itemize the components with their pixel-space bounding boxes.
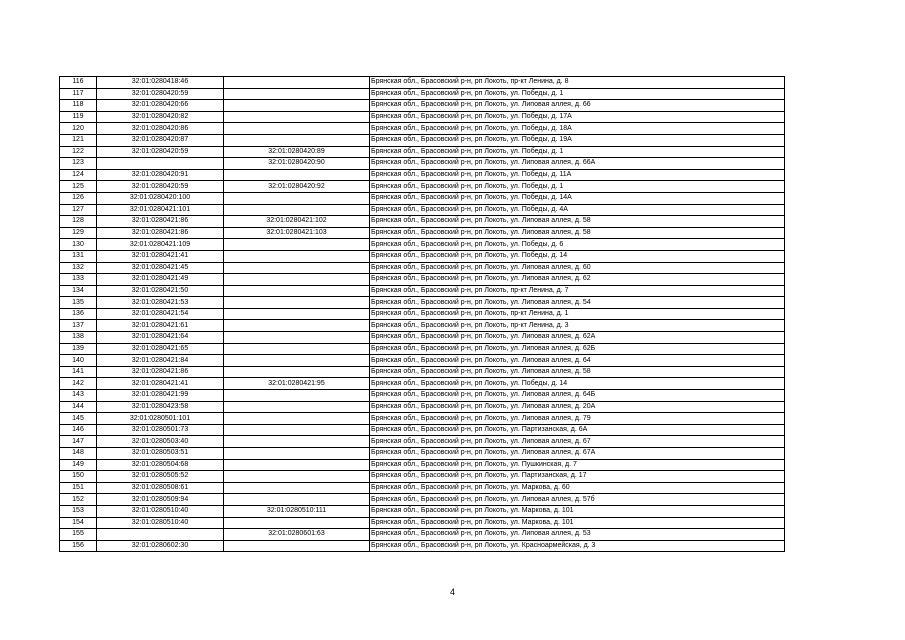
table-row [60, 123, 785, 135]
parcel-number-cell: 32:01:0280421:61 [97, 320, 224, 332]
building-number-cell [224, 88, 370, 100]
row-number-cell: 128 [60, 216, 97, 228]
table-row [60, 146, 785, 158]
table-row [60, 192, 785, 204]
row-number-cell: 130 [60, 239, 97, 251]
parcel-number-cell: 32:01:0280420:87 [97, 134, 224, 146]
building-number-cell [224, 366, 370, 378]
row-number-cell: 129 [60, 227, 97, 239]
row-number-cell: 135 [60, 297, 97, 309]
building-number-cell: 32:01:0280421:103 [224, 227, 370, 239]
address-cell: Брянская обл., Брасовский р-н, рп Локоть, ул. Победы, д. 19А [370, 134, 785, 146]
building-number-cell [224, 111, 370, 123]
building-number-cell [224, 517, 370, 529]
address-cell: Брянская обл., Брасовский р-н, рп Локоть, ул. Липовая аллея, д. 58 [370, 366, 785, 378]
parcel-number-cell: 32:01:0280420:86 [97, 123, 224, 135]
parcel-number-cell: 32:01:0280602:30 [97, 540, 224, 552]
building-number-cell [224, 250, 370, 262]
address-cell: Брянская обл., Брасовский р-н, рп Локоть, ул. Липовая аллея, д. 62Б [370, 343, 785, 355]
table-row [60, 390, 785, 402]
table-row [60, 100, 785, 112]
address-cell: Брянская обл., Брасовский р-н, рп Локоть, ул. Победы, д. 1 [370, 88, 785, 100]
parcel-number-cell: 32:01:0280420:59 [97, 88, 224, 100]
parcel-number-cell: 32:01:0280423:58 [97, 401, 224, 413]
table-row [60, 262, 785, 274]
parcel-number-cell: 32:01:0280421:86 [97, 227, 224, 239]
building-number-cell [224, 192, 370, 204]
address-cell: Брянская обл., Брасовский р-н, рп Локоть, ул. Липовая аллея, д. 53 [370, 529, 785, 541]
address-cell: Брянская обл., Брасовский р-н, рп Локоть, ул. Победы, д. 1 [370, 181, 785, 193]
building-number-cell [224, 308, 370, 320]
table-body [60, 77, 785, 552]
table-row [60, 204, 785, 216]
parcel-number-cell: 32:01:0280421:41 [97, 378, 224, 390]
parcel-number-cell: 32:01:0280420:82 [97, 111, 224, 123]
address-cell: Брянская обл., Брасовский р-н, рп Локоть, ул. Партизанская, д. 6А [370, 424, 785, 436]
parcel-number-cell: 32:01:0280421:54 [97, 308, 224, 320]
row-number-cell: 121 [60, 134, 97, 146]
table-row [60, 169, 785, 181]
table-row [60, 436, 785, 448]
table-row [60, 505, 785, 517]
building-number-cell [224, 239, 370, 251]
parcel-number-cell: 32:01:0280503:51 [97, 448, 224, 460]
building-number-cell [224, 448, 370, 460]
row-number-cell: 140 [60, 355, 97, 367]
address-cell: Брянская обл., Брасовский р-н, рп Локоть, ул. Победы, д. 14А [370, 192, 785, 204]
building-number-cell [224, 123, 370, 135]
address-cell: Брянская обл., Брасовский р-н, рп Локоть, ул. Липовая аллея, д. 20А [370, 401, 785, 413]
page-number: 4 [449, 587, 455, 597]
address-cell: Брянская обл., Брасовский р-н, рп Локоть, ул. Победы, д. 14 [370, 250, 785, 262]
parcel-number-cell: 32:01:0280510:40 [97, 517, 224, 529]
table-row [60, 134, 785, 146]
row-number-cell: 156 [60, 540, 97, 552]
table-row [60, 471, 785, 483]
row-number-cell: 123 [60, 158, 97, 170]
address-cell: Брянская обл., Брасовский р-н, рп Локоть, ул. Победы, д. 17А [370, 111, 785, 123]
address-cell: Брянская обл., Брасовский р-н, рп Локоть, ул. Липовая аллея, д. 57б [370, 494, 785, 506]
row-number-cell: 117 [60, 88, 97, 100]
building-number-cell [224, 390, 370, 402]
building-number-cell: 32:01:0280420:92 [224, 181, 370, 193]
parcel-number-cell: 32:01:0280509:94 [97, 494, 224, 506]
building-number-cell [224, 320, 370, 332]
table-row [60, 77, 785, 89]
building-number-cell [224, 436, 370, 448]
building-number-cell [224, 494, 370, 506]
row-number-cell: 116 [60, 77, 97, 89]
parcel-number-cell: 32:01:0280420:66 [97, 100, 224, 112]
row-number-cell: 146 [60, 424, 97, 436]
row-number-cell: 134 [60, 285, 97, 297]
table-row [60, 459, 785, 471]
table-row [60, 181, 785, 193]
building-number-cell [224, 424, 370, 436]
address-cell: Брянская обл., Брасовский р-н, рп Локоть, ул. Липовая аллея, д. 62А [370, 332, 785, 344]
building-number-cell: 32:01:0280421:102 [224, 216, 370, 228]
address-cell: Брянская обл., Брасовский р-н, рп Локоть, ул. Липовая аллея, д. 64 [370, 355, 785, 367]
row-number-cell: 152 [60, 494, 97, 506]
address-cell: Брянская обл., Брасовский р-н, рп Локоть, ул. Пушкинская, д. 7 [370, 459, 785, 471]
building-number-cell [224, 297, 370, 309]
row-number-cell: 127 [60, 204, 97, 216]
building-number-cell [224, 262, 370, 274]
parcel-number-cell: 32:01:0280421:86 [97, 366, 224, 378]
table-row [60, 494, 785, 506]
table-row [60, 448, 785, 460]
row-number-cell: 125 [60, 181, 97, 193]
table-row [60, 529, 785, 541]
table-row [60, 88, 785, 100]
row-number-cell: 126 [60, 192, 97, 204]
parcel-number-cell: 32:01:0280421:65 [97, 343, 224, 355]
address-cell: Брянская обл., Брасовский р-н, рп Локоть, пр-кт Ленина, д. 3 [370, 320, 785, 332]
building-number-cell [224, 274, 370, 286]
table-row [60, 401, 785, 413]
address-cell: Брянская обл., Брасовский р-н, рп Локоть, ул. Липовая аллея, д. 67 [370, 436, 785, 448]
row-number-cell: 145 [60, 413, 97, 425]
address-cell: Брянская обл., Брасовский р-н, рп Локоть, ул. Липовая аллея, д. 62 [370, 274, 785, 286]
row-number-cell: 119 [60, 111, 97, 123]
building-number-cell [224, 77, 370, 89]
building-number-cell [224, 285, 370, 297]
building-number-cell: 32:01:0280421:95 [224, 378, 370, 390]
table-row [60, 517, 785, 529]
row-number-cell: 144 [60, 401, 97, 413]
parcel-number-cell: 32:01:0280503:40 [97, 436, 224, 448]
parcel-number-cell: 32:01:0280421:53 [97, 297, 224, 309]
table-row [60, 250, 785, 262]
row-number-cell: 155 [60, 529, 97, 541]
row-number-cell: 124 [60, 169, 97, 181]
address-cell: Брянская обл., Брасовский р-н, рп Локоть, ул. Маркова, д. 101 [370, 505, 785, 517]
row-number-cell: 149 [60, 459, 97, 471]
building-number-cell [224, 100, 370, 112]
row-number-cell: 132 [60, 262, 97, 274]
table-row [60, 332, 785, 344]
parcel-number-cell: 32:01:0280421:86 [97, 216, 224, 228]
building-number-cell: 32:01:0280420:89 [224, 146, 370, 158]
table-row [60, 424, 785, 436]
building-number-cell [224, 343, 370, 355]
cadastral-table [59, 76, 785, 552]
building-number-cell [224, 169, 370, 181]
building-number-cell: 32:01:0280601:63 [224, 529, 370, 541]
table-row [60, 308, 785, 320]
parcel-number-cell [97, 158, 224, 170]
row-number-cell: 154 [60, 517, 97, 529]
building-number-cell [224, 540, 370, 552]
row-number-cell: 143 [60, 390, 97, 402]
table-row [60, 216, 785, 228]
address-cell: Брянская обл., Брасовский р-н, рп Локоть, ул. Победы, д. 11А [370, 169, 785, 181]
row-number-cell: 148 [60, 448, 97, 460]
building-number-cell [224, 482, 370, 494]
address-cell: Брянская обл., Брасовский р-н, рп Локоть, ул. Липовая аллея, д. 66А [370, 158, 785, 170]
parcel-number-cell: 32:01:0280421:49 [97, 274, 224, 286]
address-cell: Брянская обл., Брасовский р-н, рп Локоть, ул. Липовая аллея, д. 67А [370, 448, 785, 460]
building-number-cell [224, 401, 370, 413]
row-number-cell: 139 [60, 343, 97, 355]
address-cell: Брянская обл., Брасовский р-н, рп Локоть, пр-кт Ленина, д. 8 [370, 77, 785, 89]
row-number-cell: 147 [60, 436, 97, 448]
row-number-cell: 133 [60, 274, 97, 286]
address-cell: Брянская обл., Брасовский р-н, рп Локоть, ул. Липовая аллея, д. 64Б [370, 390, 785, 402]
address-cell: Брянская обл., Брасовский р-н, рп Локоть, ул. Победы, д. 4А [370, 204, 785, 216]
table-row [60, 285, 785, 297]
address-cell: Брянская обл., Брасовский р-н, рп Локоть, ул. Победы, д. 14 [370, 378, 785, 390]
parcel-number-cell [97, 529, 224, 541]
parcel-number-cell: 32:01:0280504:68 [97, 459, 224, 471]
address-cell: Брянская обл., Брасовский р-н, рп Локоть, ул. Красноармейская, д. 3 [370, 540, 785, 552]
row-number-cell: 136 [60, 308, 97, 320]
address-cell: Брянская обл., Брасовский р-н, рп Локоть, ул. Партизанская, д. 17 [370, 471, 785, 483]
parcel-number-cell: 32:01:0280420:100 [97, 192, 224, 204]
address-cell: Брянская обл., Брасовский р-н, рп Локоть, ул. Маркова, д. 60 [370, 482, 785, 494]
building-number-cell [224, 459, 370, 471]
table-row [60, 227, 785, 239]
table-row [60, 413, 785, 425]
address-cell: Брянская обл., Брасовский р-н, рп Локоть, ул. Липовая аллея, д. 60 [370, 262, 785, 274]
table-row [60, 378, 785, 390]
table-row [60, 111, 785, 123]
row-number-cell: 120 [60, 123, 97, 135]
row-number-cell: 131 [60, 250, 97, 262]
building-number-cell [224, 332, 370, 344]
parcel-number-cell: 32:01:0280421:45 [97, 262, 224, 274]
parcel-number-cell: 32:01:0280418:46 [97, 77, 224, 89]
parcel-number-cell: 32:01:0280420:91 [97, 169, 224, 181]
table-row [60, 482, 785, 494]
parcel-number-cell: 32:01:0280421:41 [97, 250, 224, 262]
building-number-cell [224, 413, 370, 425]
parcel-number-cell: 32:01:0280421:109 [97, 239, 224, 251]
table-row [60, 158, 785, 170]
address-cell: Брянская обл., Брасовский р-н, рп Локоть, ул. Липовая аллея, д. 54 [370, 297, 785, 309]
table-row [60, 540, 785, 552]
address-cell: Брянская обл., Брасовский р-н, рп Локоть, ул. Победы, д. 1 [370, 146, 785, 158]
row-number-cell: 151 [60, 482, 97, 494]
row-number-cell: 137 [60, 320, 97, 332]
parcel-number-cell: 32:01:0280421:99 [97, 390, 224, 402]
address-cell: Брянская обл., Брасовский р-н, рп Локоть, пр-кт Ленина, д. 7 [370, 285, 785, 297]
table-row [60, 355, 785, 367]
building-number-cell [224, 471, 370, 483]
parcel-number-cell: 32:01:0280505:52 [97, 471, 224, 483]
parcel-number-cell: 32:01:0280501:101 [97, 413, 224, 425]
address-cell: Брянская обл., Брасовский р-н, рп Локоть, ул. Липовая аллея, д. 79 [370, 413, 785, 425]
building-number-cell [224, 204, 370, 216]
building-number-cell: 32:01:0280420:90 [224, 158, 370, 170]
parcel-number-cell: 32:01:0280421:101 [97, 204, 224, 216]
address-cell: Брянская обл., Брасовский р-н, рп Локоть, ул. Победы, д. 6 [370, 239, 785, 251]
address-cell: Брянская обл., Брасовский р-н, рп Локоть, ул. Липовая аллея, д. 58 [370, 216, 785, 228]
table-row [60, 343, 785, 355]
row-number-cell: 153 [60, 505, 97, 517]
table-row [60, 366, 785, 378]
building-number-cell [224, 134, 370, 146]
table-row [60, 297, 785, 309]
row-number-cell: 118 [60, 100, 97, 112]
building-number-cell: 32:01:0280510:111 [224, 505, 370, 517]
address-cell: Брянская обл., Брасовский р-н, рп Локоть, пр-кт Ленина, д. 1 [370, 308, 785, 320]
parcel-number-cell: 32:01:0280420:59 [97, 146, 224, 158]
parcel-number-cell: 32:01:0280421:50 [97, 285, 224, 297]
row-number-cell: 150 [60, 471, 97, 483]
parcel-number-cell: 32:01:0280421:64 [97, 332, 224, 344]
row-number-cell: 122 [60, 146, 97, 158]
address-cell: Брянская обл., Брасовский р-н, рп Локоть, ул. Липовая аллея, д. 66 [370, 100, 785, 112]
row-number-cell: 141 [60, 366, 97, 378]
parcel-number-cell: 32:01:0280501:73 [97, 424, 224, 436]
parcel-number-cell: 32:01:0280420:59 [97, 181, 224, 193]
table-row [60, 239, 785, 251]
row-number-cell: 142 [60, 378, 97, 390]
parcel-number-cell: 32:01:0280510:40 [97, 505, 224, 517]
table-row [60, 274, 785, 286]
row-number-cell: 138 [60, 332, 97, 344]
building-number-cell [224, 355, 370, 367]
table-row [60, 320, 785, 332]
parcel-number-cell: 32:01:0280421:84 [97, 355, 224, 367]
address-cell: Брянская обл., Брасовский р-н, рп Локоть, ул. Победы, д. 18А [370, 123, 785, 135]
parcel-number-cell: 32:01:0280508:61 [97, 482, 224, 494]
address-cell: Брянская обл., Брасовский р-н, рп Локоть, ул. Маркова, д. 101 [370, 517, 785, 529]
address-cell: Брянская обл., Брасовский р-н, рп Локоть, ул. Липовая аллея, д. 58 [370, 227, 785, 239]
